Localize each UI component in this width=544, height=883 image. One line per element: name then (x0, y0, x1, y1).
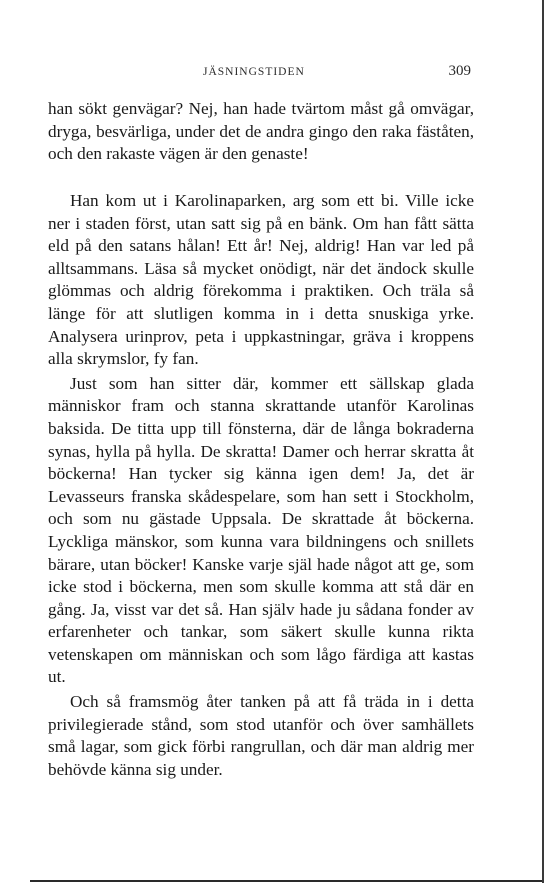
paragraph: han sökt genvägar? Nej, han hade tvärtom måst gå omvägar, dryga, besvärliga, under det de andra gingo den raka fäståten, och den rakaste vägen är den genaste! (48, 99, 474, 164)
paragraph: Just som han sitter där, kommer ett sällskap glada människor fram och stanna skrattande utanför Karolinas baksida. De titta upp till fönsterna, där de långa bokraderna synas, hylla på hylla. De skratta! Damer och herrar skratta åt böckerna! Han tycker sig känna igen dem! Ja, det är Levasseurs franska skådespelare, som han sett i Stockholm, och som nu gästade Uppsala. De skrattade åt böckerna. Lyckliga mänskor, som kunna vara bildningens och snillets bärare, utan böcker! Kanske varje själ hade något att ge, som icke stod i böckerna, men som skulle komma att stå där en gång. Ja, visst var det så. Han själv hade ju sådana fonder av erfarenheter och tankar, som säkert skulle kunna rikta vetenskapen om människan och som lågo färdiga att kastas ut. (48, 373, 474, 687)
running-header (0, 63, 544, 82)
scan-bottom-edge (30, 880, 544, 882)
body-text (48, 98, 474, 781)
running-title: JÄSNINGSTIDEN (203, 66, 305, 78)
paragraph: Han kom ut i Karolinaparken, arg som ett bi. Ville icke ner i staden först, utan satt sig på en bänk. Om han fått sätta eld på den satans hålan! Ett år! Nej, aldrig! Han var led på alltsammans. Läsa så mycket onödigt, när det ändock skulle glömmas och aldrig förekomma i praktiken. Och träla så länge för att slutligen komma in i detta snuskiga yrke. Analysera urinprov, peta i uppkastningar, gräva i kroppens alla skrymslor, fy fan. (48, 191, 474, 369)
page-number: 309 (448, 63, 471, 79)
paragraph: Och så framsmög åter tanken på att få träda in i detta privilegierade stånd, som stod utanför och över samhällets små lagar, som gick förbi rangrullan, och där man aldrig mer behövde känna sig under. (48, 692, 474, 779)
